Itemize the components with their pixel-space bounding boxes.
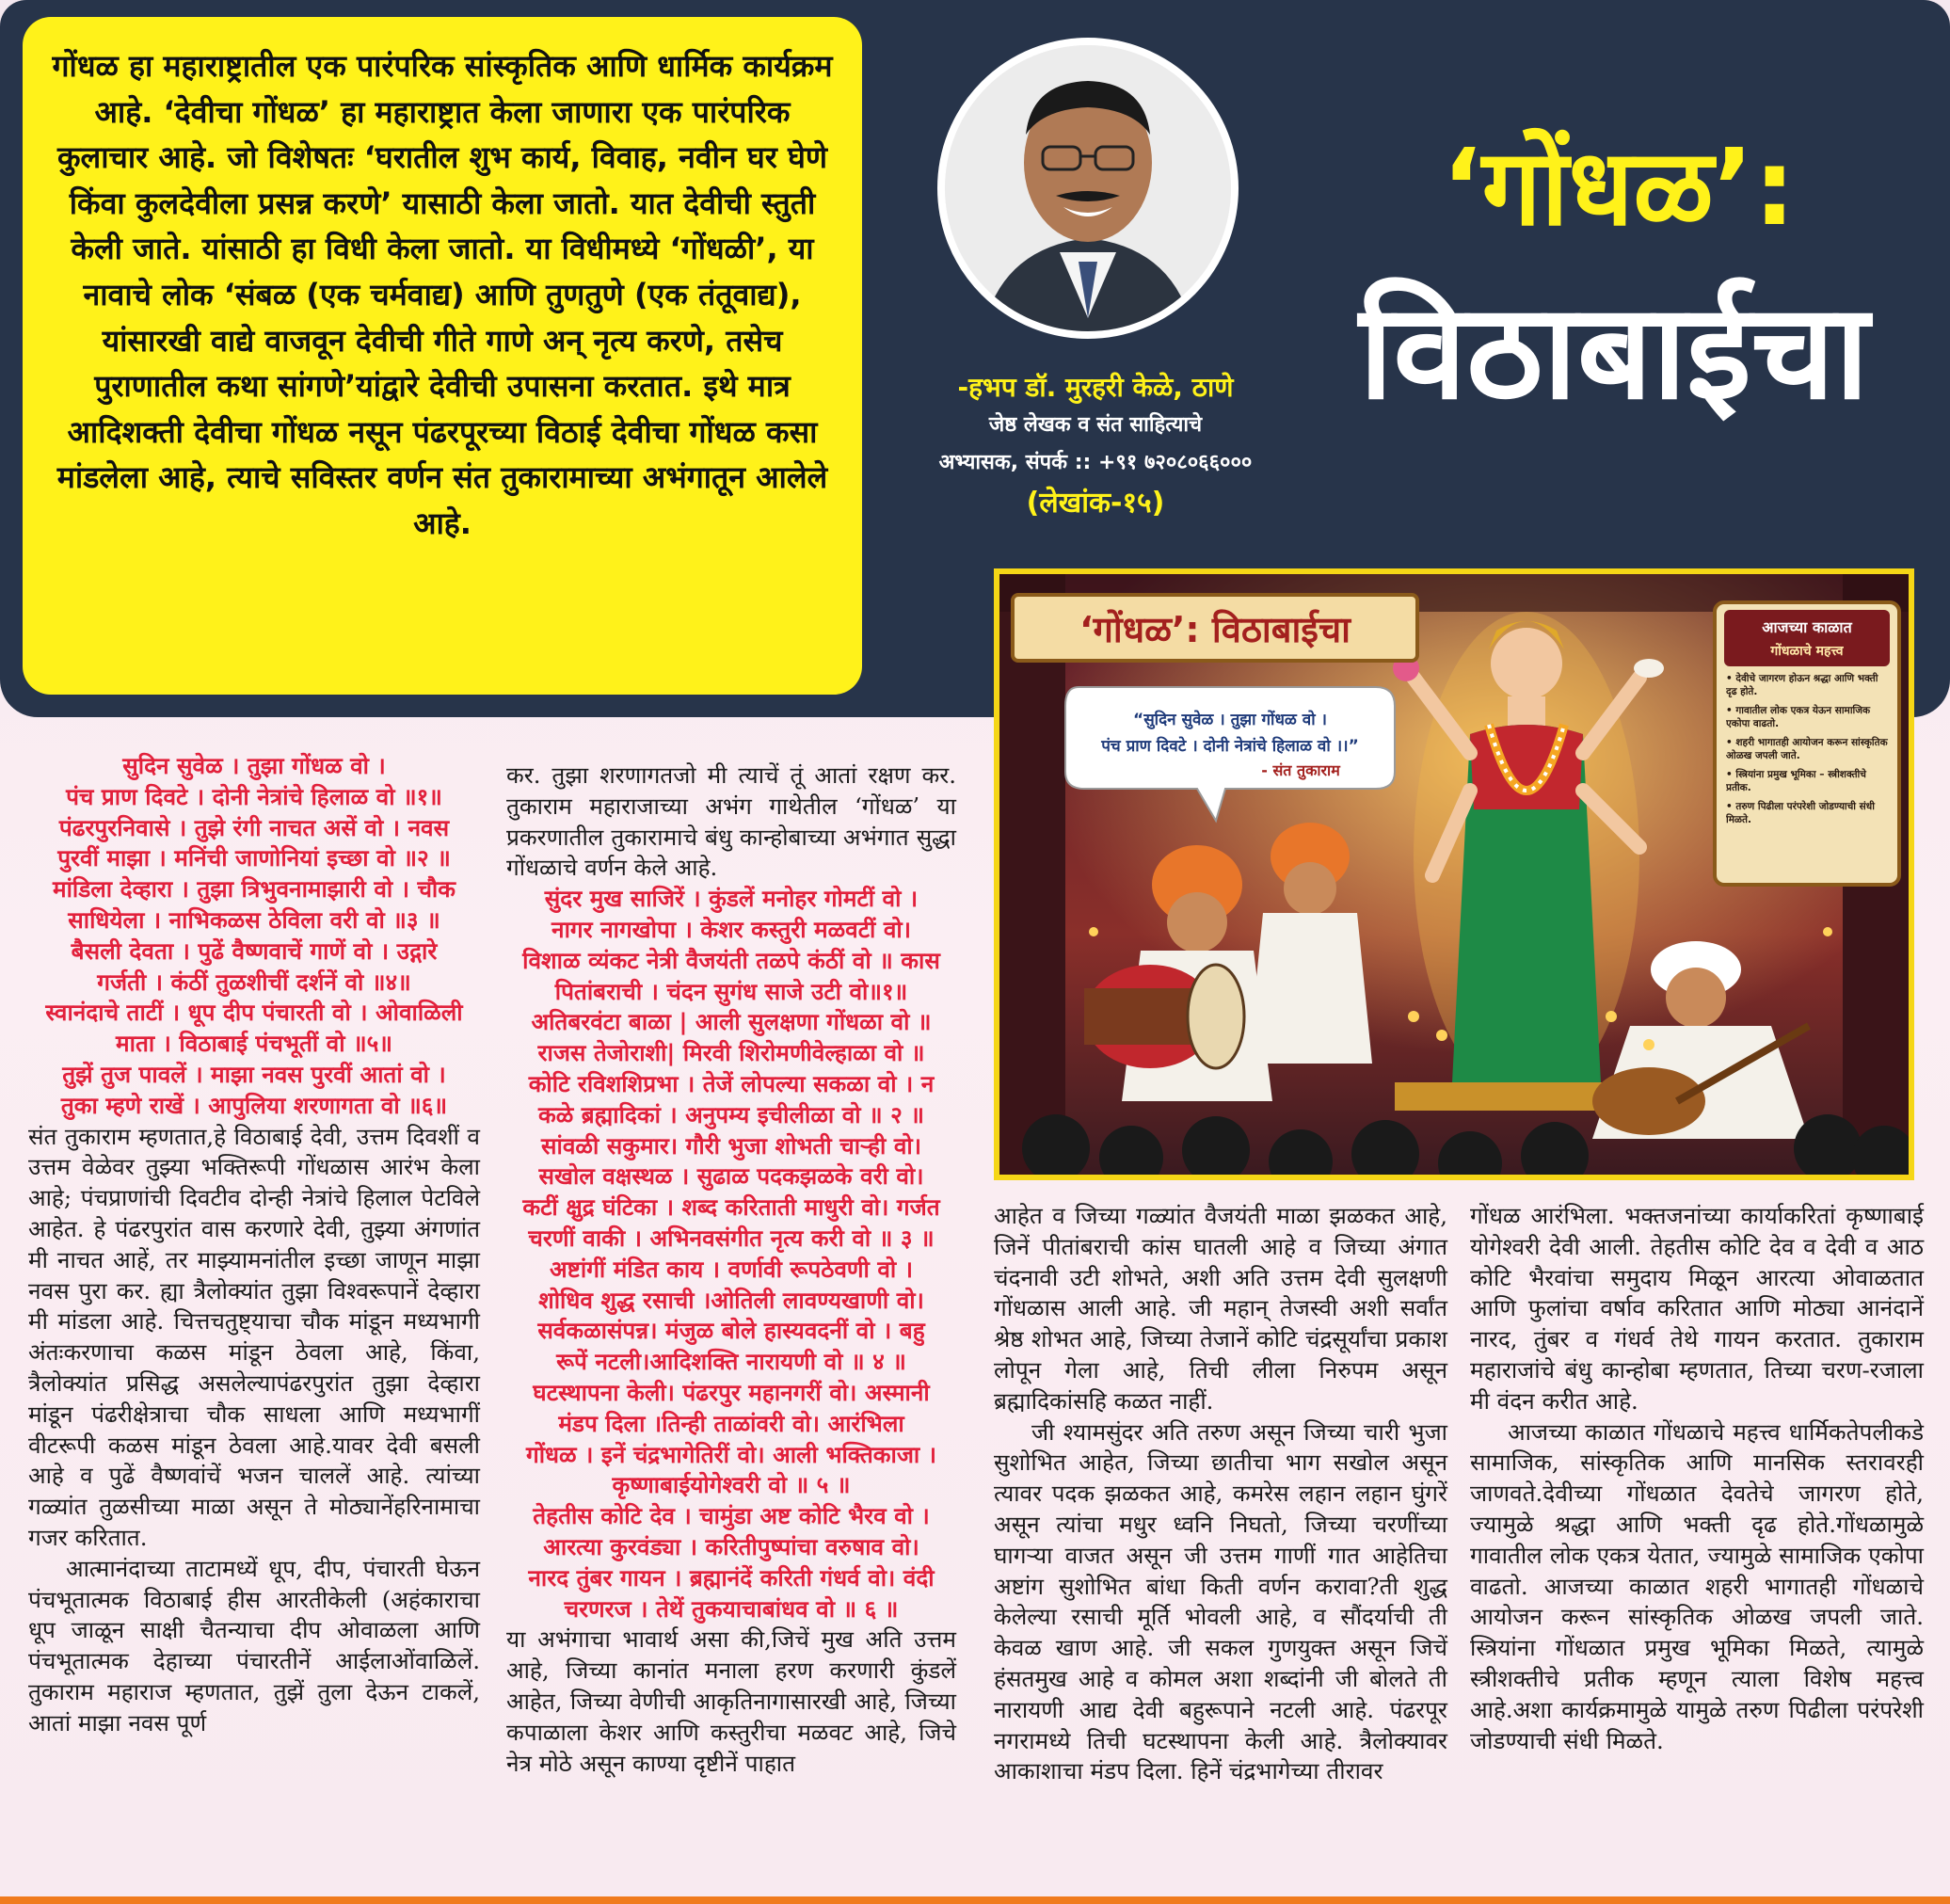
- article-column-2: [506, 760, 956, 1779]
- verse-line: साधियेला । नाभिकळस ठेविला वरी वो ॥३ ॥: [68, 905, 440, 934]
- scroll-point: • स्त्रियांना प्रमुख भूमिका – स्त्रीशक्तीचे प्रतीक.: [1726, 769, 1866, 793]
- author-description: जेष्ठ लेखक व संत साहित्याचे: [988, 413, 1203, 437]
- verse-line: सांवळी सकुमार। गौरी भुजा शोभती चाऱ्ही वो।: [541, 1131, 921, 1160]
- illustration: [994, 568, 1914, 1180]
- verse-line: राजस तेजोराशी| मिरवी शिरोमणीवेल्हाळा वो ॥: [537, 1039, 925, 1067]
- intro-box: [23, 17, 862, 695]
- scroll-point: • देवीचे जागरण होऊन श्रद्धा आणि भक्ती दृढ होते.: [1726, 673, 1878, 697]
- column-1-paragraph-2: आत्मानंदाच्या ताटामध्यें धूप, दीप, पंचारती घेऊन पंचभूतात्मक विठाबाई हीस आरतीकेली (अहंकाराचा धूप जाळून साक्षी चैतन्याचा दीप ओवाळला आणि पंचभूतात्मक देहाच्या पंचारतीनें आईलाओंवाळिलें. तुकाराम महाराज म्हणतात, तुझें तुला देऊन टाकलें, आतां माझा नवस पूर्ण: [28, 1554, 480, 1736]
- verse-line: सखोल वक्षस्थळ । सुढाळ पदकझळके वरी वो।: [538, 1162, 924, 1191]
- column-4-paragraph-1: गोंधळ आरंभिला. भक्तजनांच्या कार्याकरितां कृष्णाबाई योगेश्वरी देवी आली. तेहतीस कोटि देव व देवी व आठ कोटि भैरवांचा समुदाय मिळून आरत्या ओवाळतात आणि फुलांचा वर्षाव करितात आणि मोठ्या आनंदानें नारद, तुंबर व गंधर्व तेथे गायन करतात. तुकाराम महाराजांचे बंधु कान्होबा म्हणतात, तिच्या चरण-रजाला मी वंदन करीत आहे.: [1470, 1202, 1924, 1415]
- verse-line: गोंधळ । इनें चंद्रभागेतिरीं वो। आली भक्तिकाजा ।: [526, 1440, 936, 1468]
- scroll-heading-2: गोंधळाचे महत्त्व: [1770, 644, 1844, 659]
- verse-line: नारद तुंबर गायन । ब्रह्मानंदें करिती गंधर्व वो। वंदी: [528, 1563, 935, 1592]
- verse-line: नागर नागखोपा । केशर कस्तुरी मळवटीं वो।: [551, 915, 911, 943]
- article-column-4: [1470, 1201, 1924, 1756]
- verse-line: स्वानंदाचे ताटीं । धूप दीप पंचारती वो । ओवाळिली: [45, 999, 463, 1027]
- verse-line: रूपें नटली।आदिशक्ति नारायणी वो ॥ ४ ॥: [556, 1348, 906, 1376]
- scroll-heading-1: आजच्या काळात: [1762, 618, 1852, 636]
- scroll-points: [1726, 672, 1892, 879]
- author-contact: अभ्यासक, संपर्क :: +९१ ७२०८०६६०००: [938, 451, 1253, 474]
- scroll-point: • तरुण पिढीला परंपरेशी जोडण्याची संधी मिळते.: [1726, 801, 1875, 825]
- column-4-paragraph-2: आजच्या काळात गोंधळाचे महत्त्व धार्मिकतेपलीकडे सामाजिक, सांस्कृतिक आणि मानसिक स्तरावरही जाणवते.देवीच्या गोंधळात देवतेचे जागरण होते, ज्यामुळे श्रद्धा आणि भक्ती दृढ होते.गोंधळामुळे गावातील लोक एकत्र येतात, ज्यामुळे सामाजिक एकोपा वाढतो. आजच्या काळात शहरी भागातही गोंधळाचे आयोजन करून सांस्कृतिक ओळख जपली जाते. स्त्रियांना गोंधळात प्रमुख भूमिका मिळते, त्यामुळे स्त्रीशक्तीचे प्रतीक म्हणून त्याला विशेष महत्त्व आहे.अशा कार्यक्रमामुळे यामुळे तरुण पिढीला परंपरेशी जोडण्याची संधी मिळते.: [1470, 1417, 1924, 1754]
- bottom-rule: [0, 1896, 1950, 1904]
- verse-line: मांडिला देव्हारा । तुझा त्रिभुवनामाझारी वो । चौक: [53, 875, 456, 904]
- illustration-quote-author: - संत तुकाराम: [1261, 761, 1340, 779]
- gondhal-illustration-icon: [999, 574, 1909, 1175]
- article-column-3: [994, 1201, 1447, 1787]
- column-2-paragraph-2: या अभंगाचा भावार्थ असा की,जिचें मुख अति उत्तम आहे, जिच्या कानांत मनाला हरण करणारी कुंडलें आहेत, जिच्या वेणीची आकृतिनागासारखी आहे, जिच्या कपाळाला केशर आणि कस्तुरीचा मळवट आहे, जिचे नेत्र मोठे असून काण्या दृष्टीनें पाहात: [506, 1625, 956, 1777]
- article-number: (लेखांक-१५): [1026, 487, 1165, 520]
- verse-line: शोधिव शुद्ध रसाची ।ओतिली लावण्यखाणी वो।: [538, 1286, 924, 1314]
- headline-line-1: ‘गोंधळ’:: [1442, 127, 1796, 249]
- verse-line: पुरवीं माझा । मनिंची जाणोनियां इच्छा वो ॥२ ॥: [57, 844, 451, 872]
- author-avatar: [937, 38, 1239, 339]
- verse-line: मंडप दिला ।तिन्ही ताळांवरी वो। आरंभिला: [558, 1409, 904, 1437]
- verse-line: सुदिन सुवेळ । तुझा गोंधळ वो ।: [122, 752, 386, 779]
- verse-line: चरणीं वाकी । अभिनवसंगीत नृत्य करी वो ॥ ३ ॥: [528, 1224, 935, 1252]
- verse-line: कटीं क्षुद्र घंटिका । शब्द करिताती माधुरी वो। गर्जत: [522, 1193, 940, 1222]
- verse-line: पंढरपुरनिवासे । तुझे रंगी नाचत असें वो । नवस: [58, 813, 450, 841]
- verse-line: तुझें तुज पावलें । माझा नवस पुरवीं आतां वो ।: [62, 1060, 446, 1088]
- verse-line: विशाळ व्यंकट नेत्री वैजयंती तळपे कंठीं वो ॥ कास: [522, 946, 940, 974]
- verse-line: माता । विठाबाई पंचभूतीं वो ॥५॥: [116, 1030, 392, 1058]
- author-byline: [870, 369, 1321, 525]
- verse-line: तेहतीस कोटि देव । चामुंडा अष्ट कोटि भैरव वो ।: [533, 1502, 930, 1530]
- intro-text: गोंधळ हा महाराष्ट्रातील एक पारंपरिक सांस्कृतिक आणि धार्मिक कार्यक्रम आहे. ‘देवीचा गोंधळ’ हा महाराष्ट्रात केला जाणारा एक पारंपरिक कुलाचार आहे. जो विशेषतः ‘घरातील शुभ कार्य, विवाह, नवीन घर घेणे किंवा कुलदेवीला प्रसन्न करणे’ यासाठी केला जातो. यात देवीची स्तुती केली जाते. यांसाठी हा विधी केला जातो. या विधीमध्ये ‘गोंधळी’, या नावाचे लोक ‘संबळ (एक चर्मवाद्य) आणि तुणतुणे (एक तंतूवाद्य), यांसारखी वाद्ये वाजवून देवीची गीते गाणे अन् नृत्य करणे, तसेच पुराणातील कथा सांगणे’यांद्वारे देवीची उपासना करतात. इथे मात्र आदिशक्ती देवीचा गोंधळ नसून पंढरपूरच्या विठाई देवीचा गोंधळ कसा मांडलेला आहे, त्याचे सविस्तर वर्णन संत तुकारामाच्या अभंगातून आलेले आहे.: [52, 48, 833, 541]
- verse-line: सुंदर मुख साजिरें । कुंडलें मनोहर गोमटीं वो ।: [544, 885, 919, 913]
- headline-line-2: विठाबाईचा: [1359, 276, 1869, 429]
- verse-line: कोटि रविशशिप्रभा । तेजें लोपल्या सकळा वो । न: [528, 1069, 935, 1097]
- abhang-verse-2: [506, 884, 956, 1624]
- verse-line: पंच प्राण दिवटे । दोनी नेत्रांचे हिलाळ वो ॥१॥: [66, 782, 442, 810]
- verse-line: कृष्णाबाईयोगेश्वरी वो ॥ ५ ॥: [612, 1471, 851, 1499]
- column-3-paragraph-1: आहेत व जिच्या गळ्यांत वैजयंती माळा झळकत आहे, जिनें पीतांबराची कांस घातली आहे व जिच्या अंगात चंदनावी उटी शोभते, अशी अति उत्तम देवी सुलक्षणी गोंधळास आली आहे. जी महान् तेजस्वी अशी सर्वांत श्रेष्ठ शोभत आहे, जिच्या तेजानें कोटि चंद्रसूर्यांचा प्रकाश लोपून गेला आहे, तिची लीला निरुपम असून ब्रह्मादिकांसहि कळत नाहीं.: [994, 1202, 1447, 1415]
- verse-line: पितांबराची । चंदन सुगंध साजे उटी वो॥१॥: [554, 977, 908, 1005]
- verse-line: चरणरज । तेथें तुकयाचाबांधव वो ॥ ६ ॥: [564, 1594, 899, 1623]
- verse-line: सर्वकळासंपन्न। मंजुळ बोले हास्यवदनीं वो । बहु: [537, 1317, 925, 1345]
- column-2-paragraph-1: कर. तुझा शरणागतजो मी त्याचें तूं आतां रक्षण कर. तुकाराम महाराजाच्या अभंग गाथेतील ‘गोंधळ’ या प्रकरणातील तुकारामाचे बंधु कान्होबाच्या अभंगात सुद्धा गोंधळाचे वर्णन केले आहे.: [506, 761, 956, 882]
- verse-line: गर्जती । कंठीं तुळशीचीं दर्शनें वो ॥४॥: [97, 968, 411, 996]
- scroll-point: • शहरी भागातही आयोजन करून सांस्कृतिक ओळख जपली जाते.: [1726, 737, 1888, 761]
- verse-line: अष्टांगीं मंडित काय । वर्णावी रूपठेवणी वो ।: [550, 1255, 913, 1283]
- scroll-point: • गावातील लोक एकत्र येऊन सामाजिक एकोपा वाढतो.: [1726, 705, 1871, 729]
- verse-line: बैसली देवता । पुढें वैष्णवाचें गाणें वो । उद्गारे: [71, 936, 438, 965]
- verse-line: तुका म्हणे राखें । आपुलिया शरणागता वो ॥६॥: [60, 1091, 448, 1119]
- illustration-quote-line-1: “सुदिन सुवेळ । तुझा गोंधळ वो ।: [1133, 711, 1327, 729]
- verse-line: घटस्थापना केली। पंढरपुर महानगरीं वो। अस्मानी: [533, 1378, 930, 1406]
- column-3-paragraph-2: जी श्यामसुंदर अति तरुण असून जिच्या चारी भुजा सुशोभित आहेत, जिच्या छातीचा भाग सखोल असून त्यावर पदक झळकत आहे, कमरेस लहान लहान घुंगरें असून त्यांचा मधुर ध्वनि निघतो, जिच्या चरणींच्या घागऱ्या वाजत असून जी उत्तम गाणीं गात आहेतिचा अष्टांग सुशोभित बांधा किती वर्णन करावा?ती शुद्ध केलेल्या रसाची मूर्ति भोवली आहे, व सौंदर्याची ती केवळ खाण आहे. जी सकल गुणयुक्त असून जिचें हंसतमुख आहे व कोमल अशा शब्दांनी जी बोलते ती नारायणी आद्य देवी बहुरूपाने नटली आहे. पंढरपूर नगरामध्ये तिची घटस्थापना केली आहे. त्रैलोक्यावर आकाशाचा मंडप दिला. हिनें चंद्रभागेच्या तीरावर: [994, 1417, 1447, 1785]
- author-name: -हभप डॉ. मुरहरी केळे, ठाणे: [957, 372, 1234, 403]
- abhang-verse-1: [28, 751, 480, 1122]
- column-1-paragraph-1: संत तुकाराम म्हणतात,हे विठाबाई देवी, उत्तम दिवशीं व उत्तम वेळेवर तुझ्या भक्तिरूपी गोंधळास आरंभ केला आहे; पंचप्राणांची दिवटीव दोन्ही नेत्रांचे हिलाल पेटविले आहेत. हे पंढरपुरांत वास करणारे देवी, तुझ्या अंगणांत मी नाचत आहें, तर माझ्यामनांतील इच्छा जाणून माझा नवस पुरा कर. ह्या त्रैलोक्यांत तुझा विश्वरूपानें देव्हारा मी मांडला आहे. चित्तचतुष्ट्याचा चौक मांडून मध्यभागी अंतःकरणाचा कळस मांडून ठेवला आहे, किंवा, त्रैलोक्यांत प्रसिद्ध असलेल्यापंढरपुरांत तुझा देव्हारा मांडून पंढरीक्षेत्राचा चौक साधला आणि मध्यभागीं वीटरूपी कळस मांडून ठेवला आहे.यावर देवी बसली आहे व पुढें वैष्णवांचें भजन चाललें आहे. त्यांच्या गळ्यांत तुळसीच्या माळा असून ते मोठ्यानेंहरिनामाचा गजर करितात.: [28, 1122, 480, 1551]
- illustration-banner-title: ‘गोंधळ’: विठाबाईचा: [1079, 609, 1351, 650]
- verse-line: अतिबरवंटा बाळा | आली सुलक्षणा गोंधळा वो ॥: [531, 1008, 932, 1036]
- illustration-quote-line-2: पंच प्राण दिवटे । दोनी नेत्रांचे हिलाळ वो ।।”: [1101, 737, 1359, 756]
- author-portrait-icon: [945, 45, 1231, 331]
- verse-line: कळे ब्रह्मादिकां । अनुपम्य इचीलीळा वो ॥ २ ॥: [538, 1100, 924, 1128]
- article-column-1: [28, 751, 480, 1739]
- verse-line: आरत्या कुरवंड्या । करितीपुष्पांचा वरुषाव वो।: [543, 1532, 919, 1560]
